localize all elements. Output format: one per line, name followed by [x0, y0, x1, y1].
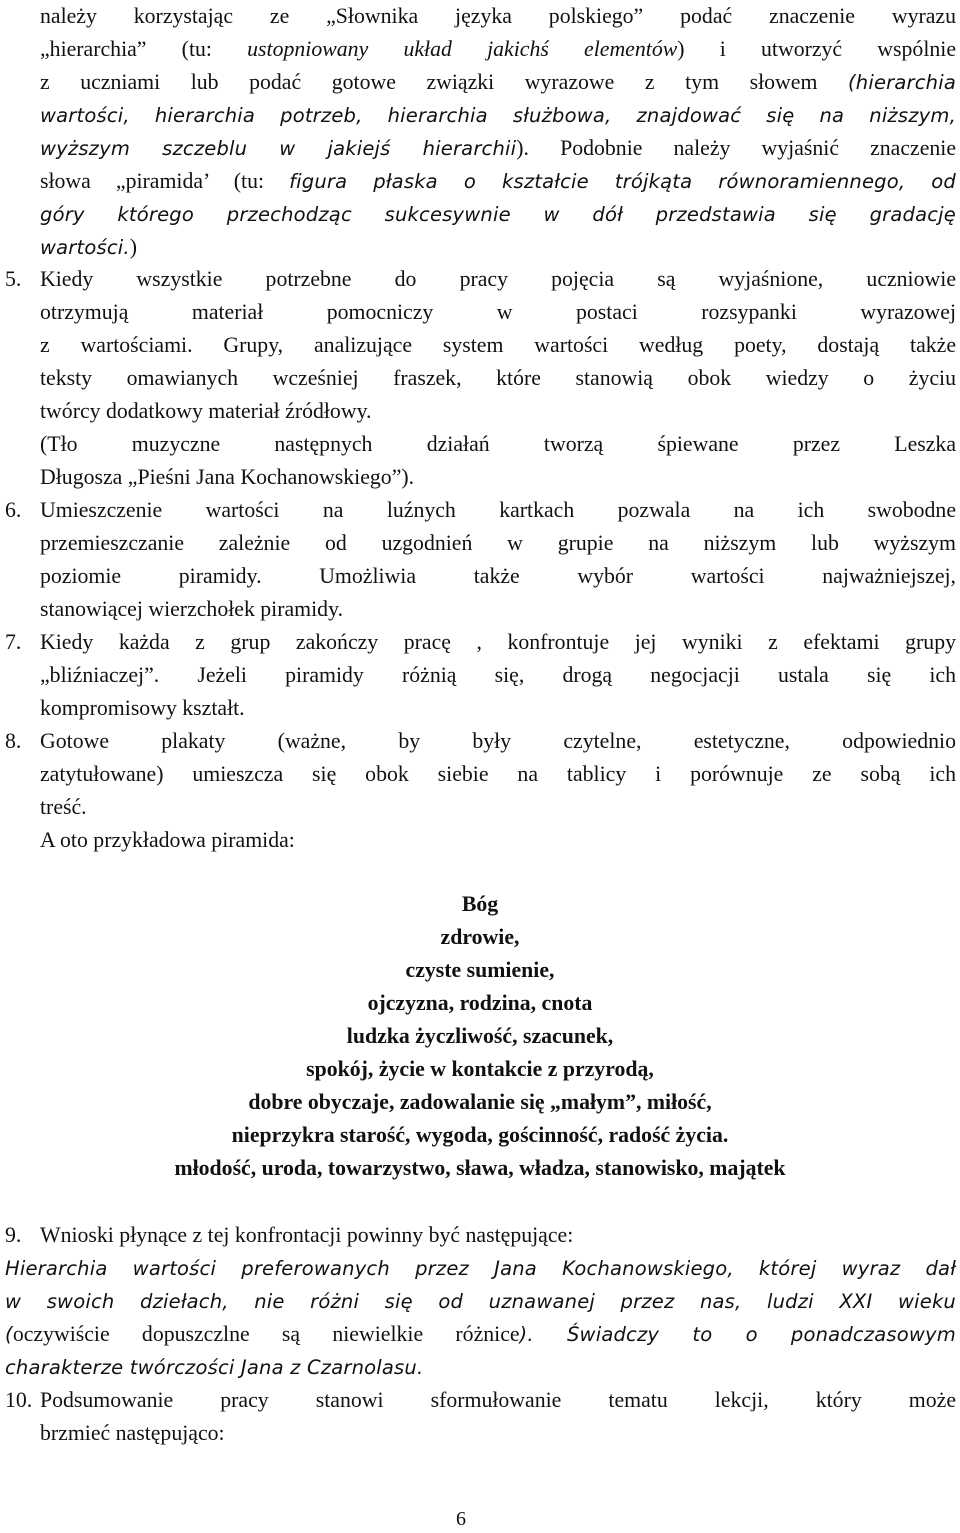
intro-line [40, 132, 956, 165]
intro-italic-text: wartości. [40, 236, 130, 259]
item-line: przemieszczanie zależnie od uzgodnień w grupie na niższym lub wyższym [40, 531, 956, 555]
item-line: brzmieć następująco: [40, 1421, 225, 1445]
item-line: zatytułowane) umieszcza się obok siebie na tablicy i porównuje ze sobą ich [40, 762, 956, 786]
intro-italic-text: wyższym szczeblu w jakiejś hierarchii [40, 137, 517, 160]
item-8-paragraph [40, 725, 956, 857]
item-number: 10. [5, 1388, 33, 1412]
item-number: 8. [5, 729, 22, 753]
pyramid-level: zdrowie, [440, 925, 520, 949]
intro-text: należy korzystając ze „Słownika języka polskiego” podać znaczenie wyrazu [40, 4, 956, 28]
item-line: stanowiącej wierzchołek piramidy. [40, 597, 344, 621]
intro-text: z uczniami lub podać gotowe związki wyrazowe z tym słowem [40, 70, 848, 94]
intro-line [40, 165, 956, 198]
intro-italic-text: (hierarchia [847, 71, 956, 94]
intro-text: „hierarchia” (tu: [40, 37, 248, 61]
item-9-conclusion [5, 1252, 956, 1384]
item-5-paragraph [40, 263, 956, 494]
intro-paragraph [40, 0, 956, 264]
intro-italic-text: ustopniowany układ jakichś elementów [247, 37, 678, 61]
intro-line [40, 198, 956, 231]
item-line: Podsumowanie pracy stanowi sformułowanie tematu lekcji, który może [40, 1388, 956, 1412]
item-line: kompromisowy kształt. [40, 696, 245, 720]
conclusion-italic-text: ( [5, 1323, 13, 1346]
item-line: Długosza „Pieśni Jana Kochanowskiego”). [40, 465, 415, 489]
item-line: A oto przykładowa piramida: [40, 828, 295, 852]
item-line: „bliźniaczej”. Jeżeli piramidy różnią się, drogą negocjacji ustala się ich [40, 663, 956, 687]
item-10-paragraph [40, 1384, 956, 1450]
intro-line [40, 33, 956, 66]
pyramid-level: dobre obyczaje, zadowalanie się „małym”, miłość, [248, 1090, 712, 1114]
item-line: poziomie piramidy. Umożliwia także wybór wartości najważniejszej, [40, 564, 956, 588]
pyramid-level: ludzka życzliwość, szacunek, [346, 1024, 614, 1048]
conclusion-italic-text: ). Świadczy to o ponadczasowym [519, 1323, 956, 1346]
pyramid-level: czyste sumienie, [405, 958, 555, 982]
intro-text: słowa „piramida’ (tu: [40, 169, 290, 193]
item-line: Umieszczenie wartości na luźnych kartkach pozwala na ich swobodne [40, 498, 956, 522]
pyramid-level: nieprzykra starość, wygoda, gościnność, radość życia. [231, 1123, 729, 1147]
intro-line [40, 99, 956, 132]
item-line: Wnioski płynące z tej konfrontacji powinny być następujące: [40, 1223, 574, 1247]
item-line: z wartościami. Grupy, analizujące system wartości według poety, dostają także [40, 333, 956, 357]
pyramid-level: młodość, uroda, towarzystwo, sława, władza, stanowisko, majątek [174, 1156, 786, 1180]
intro-italic-text: wartości, hierarchia potrzeb, hierarchia służbowa, znajdować się na niższym, [40, 104, 956, 127]
page-number: 6 [456, 1508, 466, 1530]
item-7-paragraph [40, 626, 956, 725]
conclusion-italic-text: w swoich dziełach, nie różni się od uznawanej przez nas, ludzi XXI wieku [5, 1290, 956, 1313]
conclusion-text: oczywiście dopuszczlne są niewielkie różnice [12, 1322, 520, 1346]
conclusion-italic-text: charakterze twórczości Jana z Czarnolasu. [5, 1356, 424, 1379]
item-line: (Tło muzyczne następnych działań tworzą śpiewane przez Leszka [40, 432, 956, 456]
item-line: teksty omawianych wcześniej fraszek, które stanowią obok wiedzy o życiu [40, 366, 956, 390]
intro-text: ). Podobnie należy wyjaśnić znaczenie [516, 136, 957, 160]
pyramid-level: Bóg [461, 892, 499, 916]
item-line: twórcy dodatkowy materiał źródłowy. [40, 399, 372, 423]
item-line: Kiedy wszystkie potrzebne do pracy pojęcia są wyjaśnione, uczniowie [40, 267, 956, 291]
conclusion-italic-text: Hierarchia wartości preferowanych przez Jana Kochanowskiego, której wyraz dał [5, 1257, 956, 1280]
conclusion-line [5, 1351, 956, 1384]
conclusion-line [5, 1318, 956, 1351]
intro-line [40, 66, 956, 99]
item-line: Gotowe plakaty (ważne, by były czytelne, estetyczne, odpowiednio [40, 729, 956, 753]
conclusion-line [5, 1252, 956, 1285]
item-line: treść. [40, 795, 87, 819]
intro-text: ) [129, 235, 138, 259]
item-number: 7. [5, 630, 22, 654]
value-pyramid [0, 888, 960, 1185]
pyramid-level: ojczyzna, rodzina, cnota [367, 991, 593, 1015]
item-6-paragraph [40, 494, 956, 626]
item-9-heading [40, 1219, 956, 1252]
intro-italic-text: góry którego przechodząc sukcesywnie w dół przedstawia się gradację [40, 203, 956, 226]
item-number: 9. [5, 1223, 22, 1247]
item-number: 6. [5, 498, 22, 522]
intro-line [40, 231, 956, 264]
conclusion-line [5, 1285, 956, 1318]
intro-italic-text: figura płaska o kształcie trójkąta równoramiennego, od [289, 170, 956, 193]
intro-text: ) i utworzyć wspólnie [677, 37, 957, 61]
item-line: otrzymują materiał pomocniczy w postaci rozsypanki wyrazowej [40, 300, 956, 324]
pyramid-level: spokój, życie w kontakcie z przyrodą, [306, 1057, 654, 1081]
item-line: Kiedy każda z grup zakończy pracę , konfrontuje jej wyniki z efektami grupy [40, 630, 956, 654]
intro-line [40, 0, 956, 33]
item-number: 5. [5, 267, 22, 291]
